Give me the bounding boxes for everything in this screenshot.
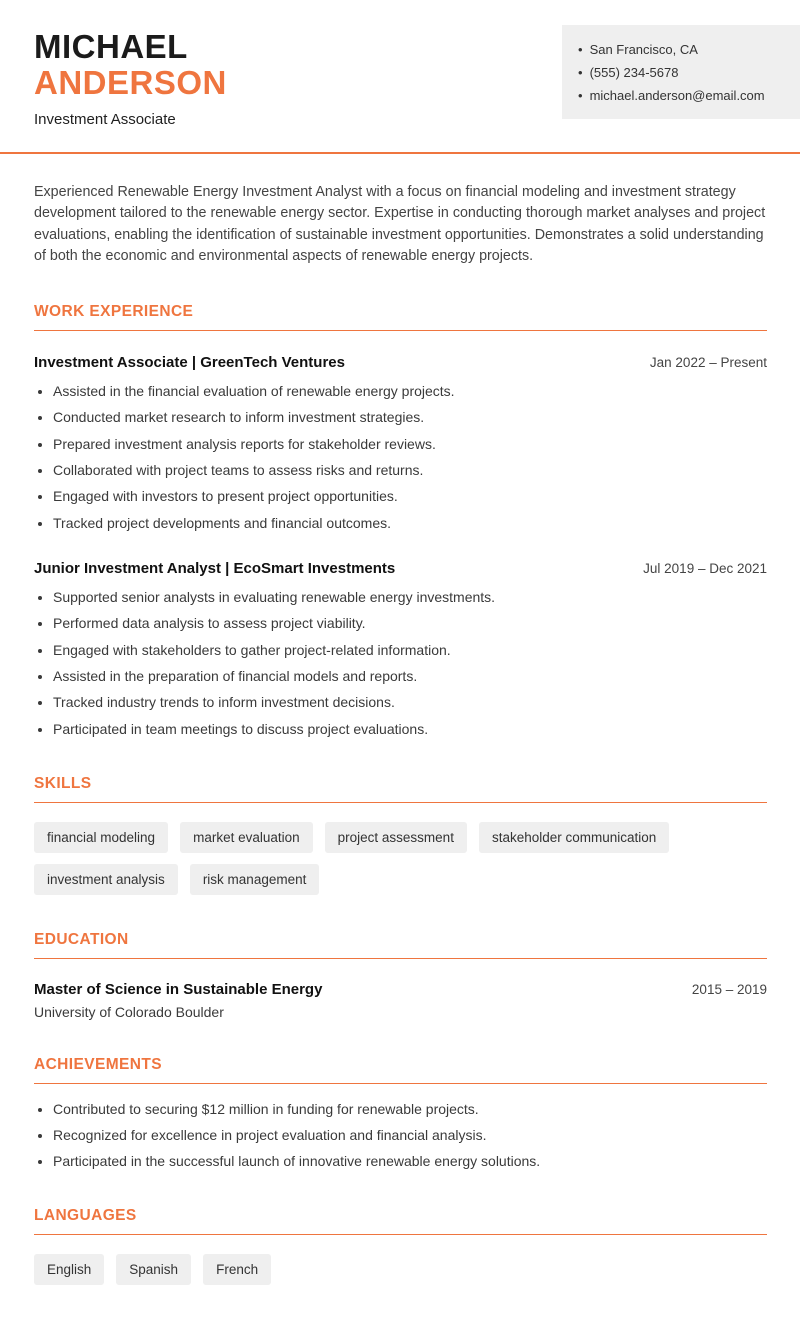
summary-text: Experienced Renewable Energy Investment Analyst with a focus on financial modeling and investment strategy development tailored to the renewable energy sector. Expertise in conducting thorough market analyses and project evaluations, enabling the identification of sustainable investment opportunities. Demonstrates a solid understanding of both the economic and environmental aspects of renewable energy projects. — [34, 184, 766, 264]
achievement-bullet: • Recognized for excellence in project evaluation and financial analysis. — [53, 1126, 767, 1145]
job-bullet-list — [34, 588, 767, 739]
skills-heading: SKILLS — [34, 775, 767, 803]
language-tag: English — [34, 1254, 104, 1285]
job-bullet: • Performed data analysis to assess project viability. — [53, 614, 767, 633]
header-divider — [0, 152, 800, 154]
job-bullet: • Assisted in the preparation of financial models and reports. — [53, 667, 767, 686]
job-bullet: • Assisted in the financial evaluation of renewable energy projects. — [53, 382, 767, 401]
achievement-bullet: • Participated in the successful launch of innovative renewable energy solutions. — [53, 1152, 767, 1171]
achievement-bullet: • Contributed to securing $12 million in funding for renewable projects. — [53, 1100, 767, 1119]
job-bullet-list — [34, 382, 767, 533]
skill-tag: investment analysis — [34, 864, 178, 895]
resume-header — [0, 0, 800, 128]
job-bullet: • Conducted market research to inform investment strategies. — [53, 408, 767, 427]
skills-tag-list — [34, 822, 767, 895]
skill-tag: financial modeling — [34, 822, 168, 853]
skill-tag: market evaluation — [180, 822, 313, 853]
skill-tag: risk management — [190, 864, 320, 895]
job-header — [34, 560, 767, 577]
section-languages — [34, 1207, 767, 1285]
job-bullet: • Tracked project developments and financial outcomes. — [53, 514, 767, 533]
work-experience-heading: WORK EXPERIENCE — [34, 303, 767, 331]
section-education — [34, 931, 767, 1020]
header-job-title: Investment Associate — [34, 111, 176, 129]
contact-list — [578, 38, 784, 107]
language-tag: French — [203, 1254, 271, 1285]
job-bullet: • Engaged with stakeholders to gather project-related information. — [53, 641, 767, 660]
education-header — [34, 981, 767, 998]
job-bullet: • Tracked industry trends to inform investment decisions. — [53, 693, 767, 712]
job-dates: Jan 2022 – Present — [649, 354, 767, 370]
education-entry — [34, 981, 767, 1020]
section-skills — [34, 775, 767, 895]
language-tag: Spanish — [116, 1254, 191, 1285]
job-bullet: • Participated in team meetings to discuss project evaluations. — [53, 720, 767, 739]
section-work-experience — [34, 303, 767, 739]
education-dates: 2015 – 2019 — [691, 981, 767, 997]
job-bullet: • Prepared investment analysis reports for stakeholder reviews. — [53, 435, 767, 454]
job-dates: Jul 2019 – Dec 2021 — [643, 560, 767, 576]
education-heading: EDUCATION — [34, 931, 767, 959]
job-entry — [34, 354, 767, 533]
skill-tag: project assessment — [325, 822, 467, 853]
achievements-heading: ACHIEVEMENTS — [34, 1056, 767, 1084]
resume-content — [0, 182, 800, 1325]
contact-email: • michael.anderson@email.com — [578, 84, 784, 107]
contact-box — [562, 25, 800, 119]
name-block — [34, 25, 227, 128]
job-title: Junior Investment Analyst | EcoSmart Investments — [34, 559, 396, 577]
job-bullet: • Engaged with investors to present project opportunities. — [53, 487, 767, 506]
achievements-bullet-list — [34, 1100, 767, 1172]
last-name: ANDERSON — [34, 63, 227, 101]
contact-location: • San Francisco, CA — [578, 38, 784, 61]
education-school: University of Colorado Boulder — [34, 1003, 224, 1020]
job-header — [34, 354, 767, 371]
skill-tag: stakeholder communication — [479, 822, 669, 853]
job-bullet: • Supported senior analysts in evaluating renewable energy investments. — [53, 588, 767, 607]
languages-tag-list — [34, 1254, 767, 1285]
first-name: MICHAEL — [34, 28, 188, 65]
job-entry — [34, 560, 767, 739]
languages-heading: LANGUAGES — [34, 1207, 767, 1235]
contact-phone: • (555) 234-5678 — [578, 61, 784, 84]
candidate-name — [34, 29, 227, 100]
section-achievements — [34, 1056, 767, 1172]
education-degree: Master of Science in Sustainable Energy — [34, 980, 323, 998]
job-title: Investment Associate | GreenTech Ventures — [34, 353, 345, 371]
job-bullet: • Collaborated with project teams to assess risks and returns. — [53, 461, 767, 480]
